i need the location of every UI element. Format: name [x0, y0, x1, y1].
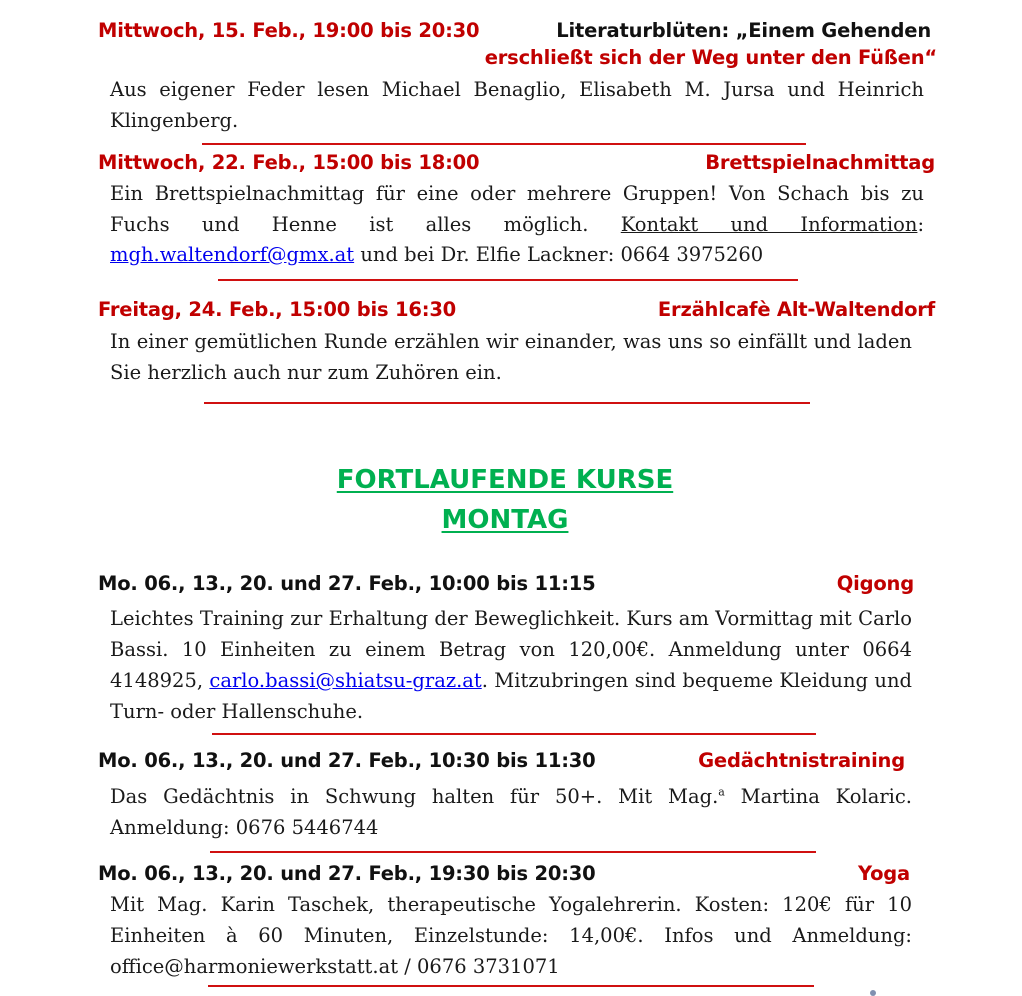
superscript-a: a [718, 785, 725, 799]
divider [210, 851, 816, 853]
event-1-description: Aus eigener Feder lesen Michael Benaglio, Elisabeth M. Jursa und Heinrich Klingenberg. [110, 78, 924, 132]
event-2-description-line1: Ein Brettspielnachmittag für eine oder mehrere Gruppen! Von Schach bis zu [110, 182, 924, 205]
course-1-description-b: . Mitzubringen sind bequeme Kleidung und Turn- oder Hallenschuhe. [110, 669, 912, 723]
event-2-colon: : [917, 213, 925, 236]
divider [202, 143, 806, 145]
event-2-date: Mittwoch, 22. Feb., 15:00 bis 18:00 [98, 151, 480, 174]
section-title-line1: FORTLAUFENDE KURSE [336, 465, 674, 495]
email-link-carlo-bassi[interactable]: carlo.bassi@shiatsu-graz.at [209, 669, 482, 692]
course-2-description-b: Martina Kolaric. Anmeldung: 0676 5446744 [110, 785, 912, 839]
event-2-description-line2 [110, 209, 924, 240]
course-3-description-line3: office@harmoniewerkstatt.at / 0676 3731071 [110, 955, 560, 978]
course-3-date: Mo. 06., 13., 20. und 27. Feb., 19:30 bis 20:30 [98, 862, 596, 885]
event-1-title-line1: Literaturblüten: „Einem Gehenden [556, 19, 931, 42]
course-1-description [110, 603, 912, 727]
course-1-date: Mo. 06., 13., 20. und 27. Feb., 10:00 bis 11:15 [98, 572, 596, 595]
event-1-date: Mittwoch, 15. Feb., 19:00 bis 20:30 [98, 19, 480, 42]
course-2-date: Mo. 06., 13., 20. und 27. Feb., 10:30 bis 11:30 [98, 749, 596, 772]
event-1-title-line2: erschließt sich der Weg unter den Füßen“ [484, 46, 937, 69]
event-2-description-line3 [110, 239, 924, 270]
contact-info-label: Kontakt und Information [620, 213, 918, 236]
event-3-description: In einer gemütlichen Runde erzählen wir einander, was uns so einfällt und laden Sie herzlich auch nur zum Zuhören ein. [110, 330, 912, 384]
course-3-description-line2: Einheiten à 60 Minuten, Einzelstunde: 14,00€. Infos und Anmeldung: [110, 924, 912, 947]
course-2-title: Gedächtnistraining [698, 749, 905, 772]
divider [218, 279, 798, 281]
divider [204, 402, 810, 404]
section-title-line2: MONTAG [441, 505, 569, 535]
course-2-description [110, 781, 912, 843]
page-marker-dot [870, 990, 876, 996]
email-link-mgh-waltendorf[interactable]: mgh.waltendorf@gmx.at [110, 243, 355, 266]
event-3-date: Freitag, 24. Feb., 15:00 bis 16:30 [98, 298, 457, 321]
course-3-title: Yoga [857, 862, 910, 885]
section-title-courses [0, 460, 1010, 500]
event-2-description-rest: und bei Dr. Elfie Lackner: 0664 3975260 [354, 243, 764, 266]
event-3-title: Erzählcafè Alt-Waltendorf [657, 298, 935, 321]
event-2-title: Brettspielnachmittag [705, 151, 935, 174]
section-title-day [0, 500, 1010, 540]
divider [208, 985, 814, 987]
course-1-title: Qigong [836, 572, 914, 595]
course-1-description-a: Leichtes Training zur Erhaltung der Beweglichkeit. Kurs am Vormittag mit Carlo Bassi. 10 Einheiten zu einem Betrag von 120,00€. Anmeldung unter 0664 4148925, [110, 607, 912, 692]
event-2-description-line2-text: Fuchs und Henne ist alles möglich. [110, 213, 589, 236]
course-3-description-line1: Mit Mag. Karin Taschek, therapeutische Yogalehrerin. Kosten: 120€ für 10 [110, 893, 912, 916]
course-2-description-a: Das Gedächtnis in Schwung halten für 50+. Mit Mag. [110, 785, 719, 808]
divider [212, 733, 816, 735]
